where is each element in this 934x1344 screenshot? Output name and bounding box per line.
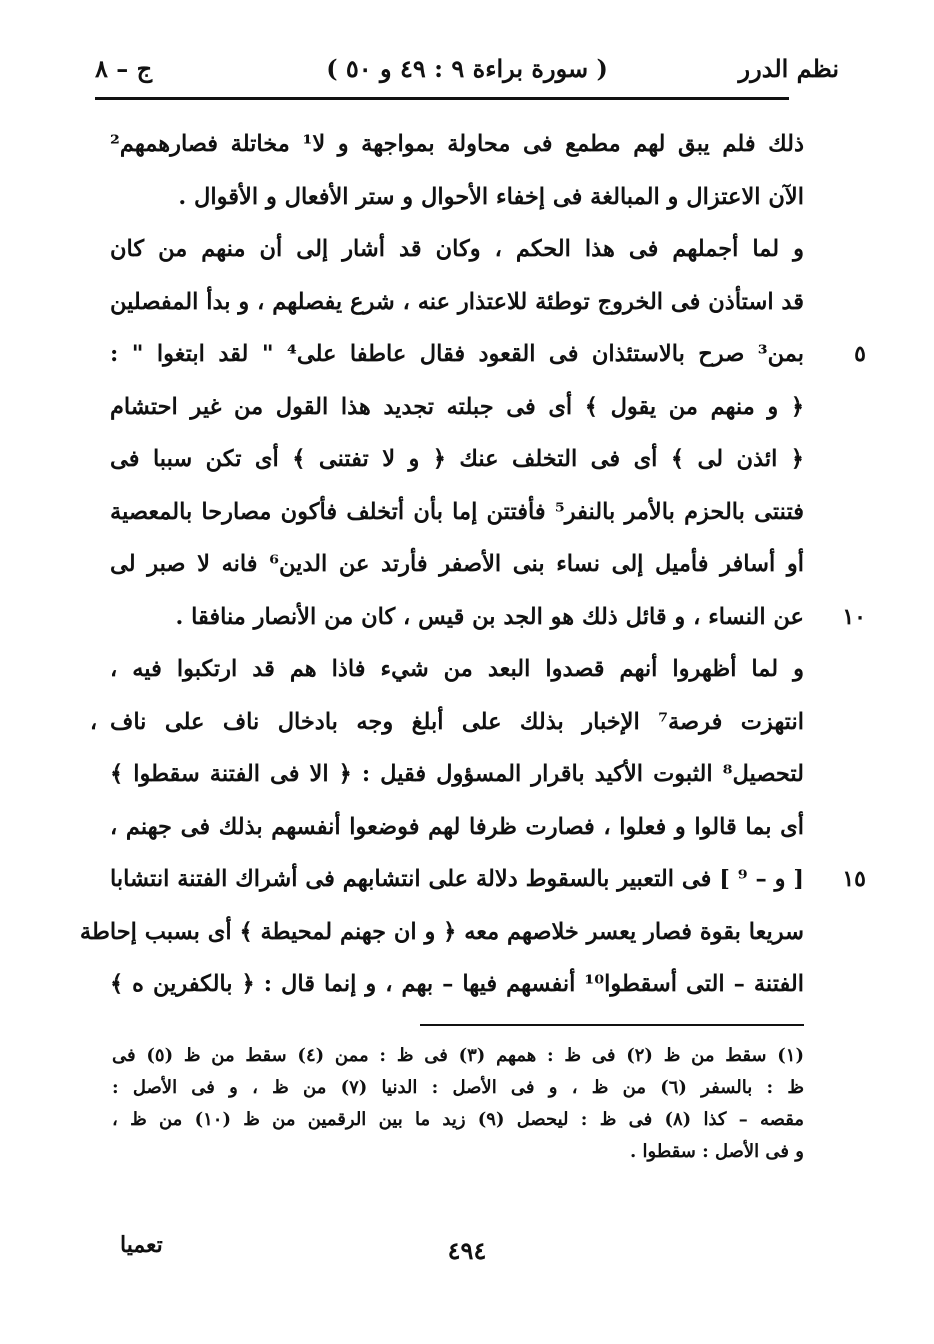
text-line (110, 276, 804, 329)
text-line-content: أى بما قالوا و فعلوا ، فصارت ظرفا لهم فوضعوا أنفسهم بذلك فى جهنم ، (110, 813, 804, 840)
running-header (95, 54, 839, 102)
page-number: ٤٩٤ (447, 1236, 487, 1265)
text-line-content: بمن³ صرح بالاستئذان فى القعود فقال عاطفا على⁴ " لقد ابتغوا " : (110, 341, 805, 367)
text-line (110, 591, 866, 644)
text-line-content: و لما أجملهم فى هذا الحكم ، وكان قد أشار إلى أن منهم من كان (110, 236, 804, 262)
volume-number: ج – ٨ (95, 54, 153, 83)
text-line (110, 538, 804, 591)
text-line-content: انتهزت فرصة⁷ الإخبار بذلك على أبلغ وجه بادخال ناف على ناف (110, 708, 804, 735)
text-line-content: فتنتى بالحزم بالأمر بالنفر⁵ فأفتتن إما بأن أتخلف فأكون مصارحا بالمعصية (110, 498, 805, 525)
text-line-content: الفتنة – التى أسقطوا¹⁰ أنفسهم فيها – بهم ، و إنما قال : ﴿ بالكفرين ه ﴾ (110, 971, 804, 997)
book-title: نظم الدرر (738, 54, 839, 83)
main-text (79, 118, 866, 1011)
footnote-rule (420, 1024, 804, 1026)
text-line (110, 748, 804, 801)
text-line-content: ذلك فلم يبق لهم مطمع فى محاولة بمواجهة و لا¹ مخاتلة فصارهمهم² (110, 131, 804, 157)
text-line (110, 853, 866, 906)
footnote-line: (١) سقط من ظ (٢) فى ظ : همهم (٣) فى ظ : ممن (٤) سقط من ظ (٥) فى (112, 1045, 804, 1066)
footnote-line: و فى الأصل : سقطوا . (630, 1141, 804, 1162)
text-line-content: و لما أظهروا أنهم قصدوا البعد من شيء فاذا هم قد ارتكبوا فيه ، (110, 656, 804, 682)
line-number: ١٠ (842, 603, 866, 630)
text-line (110, 486, 804, 539)
text-line (110, 328, 866, 381)
text-line-content: ﴿ ائذن لى ﴾ أى فى التخلف عنك ﴿ و لا تفتنى ﴾ أى تكن سببا فى (110, 446, 804, 472)
text-line-content: الآن الاعتزال و المبالغة فى إخفاء الأحوال و ستر الأفعال و الأقوال . (178, 183, 804, 210)
text-line-content: لتحصيل⁸ الثبوت الأكيد باقرار المسؤول فقيل : ﴿ الا فى الفتنة سقطوا ﴾ (110, 761, 804, 787)
text-line (110, 433, 804, 486)
text-line (90, 696, 804, 749)
text-line (110, 118, 804, 171)
text-line (110, 381, 804, 434)
line-number: ٥ (854, 341, 866, 367)
sura-reference: ( سورة براءة ٩ : ٤٩ و ٥٠ ) (326, 54, 608, 83)
text-line (110, 958, 804, 1011)
margin-mark: ، (90, 708, 98, 735)
footnotes (112, 1040, 804, 1168)
text-line-content: قد استأذن فى الخروج توطئة للاعتذار عنه ، شرع يفصلهم ، و بدأ المفصلين (110, 288, 804, 315)
text-line-content: ﴿ و منهم من يقول ﴾ أى فى جبلته تجديد هذا القول من غير احتشام (110, 393, 804, 420)
text-line-content: [ و – ⁹ ] فى التعبير بالسقوط دلالة على انتشابهم فى أشراك الفتنة انتشابا (110, 866, 805, 892)
footnote-line: مقصه – كذا (٨) فى ظ : ليحصل (٩) زيد ما بين الرقمين من ظ (١٠) من ظ ، (112, 1109, 805, 1130)
header-rule (95, 97, 789, 100)
text-line-content: أو أسافر فأميل إلى نساء بنى الأصفر فأرتد عن الدين⁶ فانه لا صبر لى (110, 551, 804, 577)
text-line-content: سريعا بقوة فصار يعسر خلاصهم معه ﴿ و ان جهنم لمحيطة ﴾ أى بسبب إحاطة (79, 918, 804, 945)
text-line (110, 643, 804, 696)
catchword: تعميا (120, 1232, 163, 1258)
line-number: ١٥ (842, 866, 866, 892)
text-line-content: عن النساء ، و قائل ذلك هو الجد بن قيس ، كان من الأنصار منافقا . (175, 603, 804, 630)
text-line (110, 223, 804, 276)
text-line (110, 171, 804, 224)
text-line (110, 801, 804, 854)
text-line (79, 906, 804, 959)
footnote-line: ظ : بالسفر (٦) من ظ ، و فى الأصل : الدنيا (٧) من ظ ، و فى الأصل : (112, 1077, 804, 1098)
